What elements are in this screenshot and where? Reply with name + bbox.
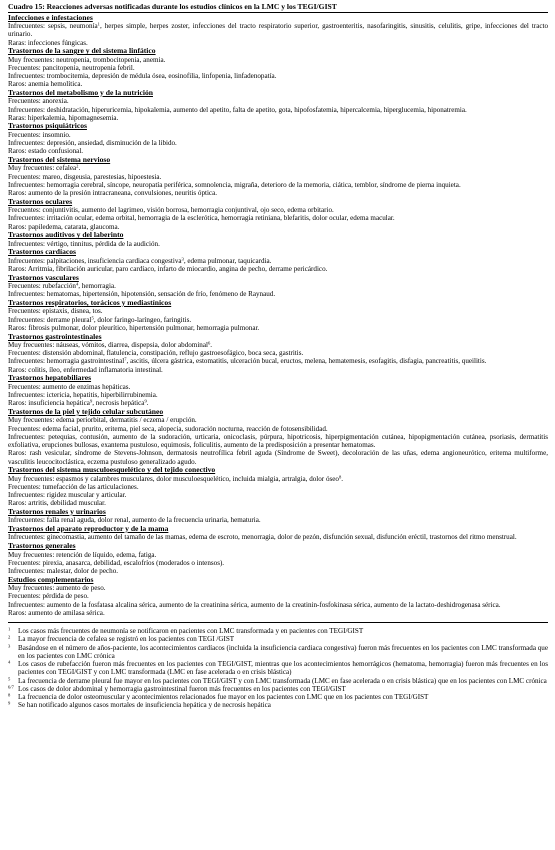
line-text: Infrecuentes: irritación ocular, edema orbital, hemorragia de la esclerótica, hemorragia retiniana, blefaritis, dolor ocular, edema macular. <box>8 214 395 223</box>
footnote-text: La frecuencia de derrame pleural fue mayor en los pacientes con TEGI/GIST y con LMC transformada (LMC en fase acelerada o en crisis blástica) que en los pacientes con LMC crónica <box>18 676 547 685</box>
footnote-text: Los casos de rubefacción fueron más frecuentes en los pacientes con TEGI/GIST, mientras que los acontecimientos hemorrágicos (hematoma, hemorragia) fueron más frecuentes en los pacientes con TEGI/GIST y con LMC transformada (LMC en fase acelerada o en crisis blástica) <box>18 660 548 677</box>
line-text: Muy frecuentes: aumento de peso. <box>8 584 106 593</box>
line-text-cont: , hemorragia. <box>78 282 116 291</box>
section-title: Trastornos del sistema musculoesquelético y del tejido conectivo <box>8 465 216 475</box>
line-text: Frecuentes: conjuntivitis, aumento del lagrimeo, visión borrosa, hemorragia conjuntival, ojo seco, edema orbitario. <box>8 206 334 215</box>
section-title: Trastornos vasculares <box>8 272 79 282</box>
line-text: Frecuentes: aumento de enzimas hepáticas. <box>8 382 131 391</box>
reaction-line <box>8 72 548 80</box>
line-text: Infrecuentes: derrame pleural <box>8 315 92 324</box>
reaction-line <box>8 341 548 349</box>
section-title: Trastornos gastrointestinales <box>8 331 102 341</box>
section-title: Trastornos del metabolismo y de la nutrición <box>8 87 153 97</box>
line-text: Infrecuentes: sepsis, neumonía <box>8 22 98 30</box>
section-title: Trastornos respiratorios, torácicos y mediastínicos <box>8 298 172 308</box>
reaction-line <box>8 131 548 139</box>
footnote-ref: 5 <box>91 315 94 321</box>
line-text: Raras: infecciones fúngicas. <box>8 38 88 47</box>
reaction-line <box>8 491 548 499</box>
reaction-line <box>8 56 548 64</box>
line-text: Frecuentes: mareo, disgeusia, parestesias, hipoestesia. <box>8 172 162 181</box>
line-text: Infrecuentes: hemorragia gastrointestinal <box>8 357 125 366</box>
footnote-text: Basándose en el número de años-paciente, los acontecimientos cardíacos (incluida la insuficiencia cardiaca congestiva) fueron más frecuentes en los pacientes con LMC transformada que en los pacientes con LMC crónica <box>18 643 548 660</box>
line-text: Muy frecuentes: cefalea <box>8 164 77 173</box>
footnote <box>8 693 548 701</box>
footnote <box>8 677 548 685</box>
line-text: Infrecuentes: palpitaciones, insuficiencia cardiaca congestiva <box>8 256 182 265</box>
reaction-line <box>8 324 548 332</box>
footnote-text: Los casos de dolor abdominal y hemorragia gastrointestinal fueron más frecuentes en los pacientes con TEGI/GIST <box>18 684 346 693</box>
line-text: Muy frecuentes: espasmos y calambres musculares, dolor musculoesquelético, incluida mialgia, artralgia, dolor óseo <box>8 474 339 483</box>
line-text: Frecuentes: insomnio. <box>8 130 71 139</box>
footnote-text: Se han notificado algunos casos mortales de insuficiencia hepática y de necrosis hepática <box>18 701 271 710</box>
reaction-line <box>8 601 548 609</box>
footnote <box>8 627 548 635</box>
footnote <box>8 635 548 643</box>
footnote-ref: 2 <box>76 163 79 169</box>
footnote <box>8 660 548 677</box>
reaction-line <box>8 181 548 189</box>
reaction-line <box>8 483 548 491</box>
footnote-separator <box>8 622 548 623</box>
line-text-cont: , dolor faringo-laríngeo, faringitis. <box>93 315 192 324</box>
section-title: Estudios complementarios <box>8 574 94 584</box>
reaction-line <box>8 164 548 172</box>
section-title: Trastornos cardíacos <box>8 247 76 257</box>
footnote-number: 6/7 <box>8 684 14 690</box>
footnote <box>8 701 548 709</box>
line-text: Infrecuentes: hematomas, hipertensión, hipotensión, sensación de frío, fenómeno de Raynaud. <box>8 290 276 299</box>
line-text: Raros: aumento de la presión intracraneana, convulsiones, neuritis óptica. <box>8 189 218 198</box>
section-title: Trastornos auditivos y del laberinto <box>8 230 124 240</box>
footnote-mark <box>8 660 18 677</box>
section-title: Trastornos de la sangre y del sistema linfático <box>8 46 156 56</box>
line-text: Frecuentes: rubefacción <box>8 282 76 291</box>
reaction-line <box>8 265 548 273</box>
reaction-line <box>8 383 548 391</box>
section-title: Trastornos oculares <box>8 196 73 206</box>
footnote-number: 4 <box>8 659 11 665</box>
line-text: Raros: anemia hemolítica. <box>8 80 83 89</box>
line-text: Raros: aumento de amilasa sérica. <box>8 608 105 617</box>
line-text-cont: . <box>146 399 149 408</box>
footnote-number: 2 <box>8 634 11 640</box>
reaction-line <box>8 425 548 433</box>
footnote-number: 1 <box>8 626 11 632</box>
line-text: Raros: papiledema, catarata, glaucoma. <box>8 222 120 231</box>
footnote <box>8 685 548 693</box>
reaction-line <box>8 206 548 214</box>
line-text: Frecuentes: edema facial, prurito, eritema, piel seca, alopecia, sudoración nocturna, reacción de fotosensibilidad. <box>8 424 328 433</box>
footnote-ref: 9 <box>144 398 147 404</box>
reaction-line <box>8 257 548 265</box>
footnote-text: La mayor frecuencia de cefalea se registró en los pacientes con TEGI /GIST <box>18 635 235 644</box>
reaction-line <box>8 282 548 290</box>
footnote-ref: 8 <box>338 474 342 480</box>
reaction-line <box>8 584 548 592</box>
line-text: Infrecuentes: ictericia, hepatitis, hiperbilirrubinemia. <box>8 391 158 400</box>
line-text-cont: , ascitis, úlcera gástrica, estomatitis, ulceración bucal, eructos, melena, hematemesis, esofagitis, disfagia, pancreatitis, queilitis. <box>126 357 487 366</box>
footnote-number: 9 <box>8 700 11 706</box>
line-text: Infrecuentes: petequias, contusión, aumento de la sudoración, urticaria, onicoclasis, púrpura, hipotricosis, hiperpigmentación cutánea, hipopigmentación cutánea, psoriasis, dermatitis exfoliativa, erupciones bullosas, exantema pustuloso, equimosis, foliculitis, aumento de la predisposición a presentar hematomas. <box>8 432 548 450</box>
footnote-ref: 9 <box>89 398 93 404</box>
footnotes-list <box>8 627 548 710</box>
line-text-cont: , necrosis hepática <box>92 399 145 408</box>
reaction-line <box>8 533 548 541</box>
footnote-ref: 7 <box>124 356 127 362</box>
footnote-ref: 4 <box>75 281 79 287</box>
section-title: Trastornos renales y urinarios <box>8 507 106 516</box>
line-text: Frecuentes: pancitopenia, neutropenia febril. <box>8 63 135 72</box>
line-text: Muy frecuentes: edema periorbital, dermatitis / eczema / erupción. <box>8 416 197 425</box>
reaction-line <box>8 609 548 617</box>
line-text: Raros: artritis, debilidad muscular. <box>8 499 106 508</box>
line-text: Raros: estado confusional. <box>8 147 84 156</box>
line-text: Infrecuentes: rigidez muscular y articular. <box>8 491 127 500</box>
line-text: Frecuentes: pirexia, anasarca, debilidad, escalofríos (moderados o intensos). <box>8 558 225 567</box>
line-text: Muy frecuentes: náuseas, vómitos, diarrea, dispepsia, dolor abdominal <box>8 340 208 349</box>
line-text: Infrecuentes: trombocitemia, depresión de médula ósea, eosinofilia, linfopenia, linfadenopatía. <box>8 72 277 81</box>
table-title: Cuadro 15: Reacciones adversas notificadas durante los estudios clínicos en la LMC y los TEGI/GIST <box>8 2 337 11</box>
line-text: Frecuentes: pérdida de peso. <box>8 592 89 601</box>
line-text: Infrecuentes: depresión, ansiedad, disminución de la libido. <box>8 139 177 148</box>
line-text-cont: , edema pulmonar, taquicardia. <box>183 256 272 265</box>
reaction-line <box>8 139 548 147</box>
section-title: Trastornos de la piel y tejido celular subcutáneo <box>8 406 164 416</box>
reaction-line <box>8 449 548 466</box>
reaction-line <box>8 114 548 122</box>
line-text: Raras: hiperkalemia, hipomagnesemia. <box>8 113 119 122</box>
section-title: Trastornos del sistema nervioso <box>8 155 111 165</box>
line-text: Raros: rash vesicular, síndrome de Stevens-Johnson, dermatosis neutrofílica febril aguda (Síndrome de Sweet), decoloración de las uñas, edema angioneurótico, eritema multiforme, vasculitis leucocitoclástica, eczema pustuloso generalizado agudo. <box>8 449 548 466</box>
reaction-line <box>8 22 548 39</box>
line-text: Muy frecuentes: neutropenia, trombocitopenia, anemia. <box>8 55 166 64</box>
footnote-text: La frecuencia de dolor osteomuscular y acontecimientos relacionados fue mayor en los pacientes con LMC que en los pacientes con TEGI/GIST <box>18 693 429 702</box>
adverse-reaction-sections <box>8 14 548 617</box>
footnote-ref: 1 <box>97 21 100 27</box>
reaction-line <box>8 592 548 600</box>
section-title: Infecciones e infestaciones <box>8 12 93 22</box>
reaction-line <box>8 214 548 222</box>
line-text: Muy frecuentes: retención de líquido, edema, fatiga. <box>8 550 157 559</box>
line-text: Raros: colitis, íleo, enfermedad inflamatoria intestinal. <box>8 365 163 374</box>
footnote-text: Los casos más frecuentes de neumonía se notificaron en pacientes con LMC transformada y en pacientes con TEGI/GIST <box>18 627 364 636</box>
reaction-line <box>8 567 548 575</box>
reaction-line <box>8 307 548 315</box>
footnote <box>8 644 548 661</box>
line-text: Infrecuentes: hemorragia cerebral, síncope, neuropatía periférica, somnolencia, migraña, deterioro de la memoria, ciática, temblor, síndrome de pierna inquieta. <box>8 180 461 189</box>
line-text-cont: . <box>341 474 344 483</box>
reaction-line <box>8 97 548 105</box>
line-text: Infrecuentes: vértigo, tinnitus, pérdida de la audición. <box>8 239 160 248</box>
section-title: Trastornos hepatobiliares <box>8 373 92 383</box>
footnote-mark <box>8 701 18 709</box>
footnote-number: 8 <box>8 692 11 698</box>
section-title: Trastornos generales <box>8 541 76 551</box>
footnote-ref: 3 <box>181 256 184 262</box>
section-title: Trastornos del aparato reproductor y de la mama <box>8 524 169 534</box>
line-text-cont: , herpes simple, herpes zoster, infecciones del tracto respiratorio superior, gastroenteritis, nasofaringitis, sinusitis, celulitis, gripe, infecciones del tracto urinario. <box>8 22 549 39</box>
reaction-line <box>8 551 548 559</box>
reaction-line <box>8 173 548 181</box>
reaction-line <box>8 416 548 424</box>
line-text: Raros: Arritmia, fibrilación auricular, paro cardíaco, infarto de miocardio, angina de pecho, derrame pericárdico. <box>8 265 328 274</box>
reaction-line <box>8 189 548 197</box>
reaction-line <box>8 106 548 114</box>
line-text: Frecuentes: epistaxis, disnea, tos. <box>8 307 103 316</box>
reaction-line <box>8 559 548 567</box>
line-text: Infrecuentes: deshidratación, hiperuricemia, hipokalemia, aumento del apetito, falta de apetito, gota, hipofosfatemia, hipercalcemia, hiperglucemia, hiponatremia. <box>8 105 467 114</box>
line-text: Frecuentes: tumefacción de las articulaciones. <box>8 482 139 491</box>
reaction-line <box>8 316 548 324</box>
line-text: Infrecuentes: aumento de la fosfatasa alcalina sérica, aumento de la creatinina sérica, aumento de la creatinin-fosfokinasa sérica, aumento de la lactato-deshidrogenasa sérica. <box>8 600 501 609</box>
line-text-cont: . <box>210 340 213 349</box>
reaction-line <box>8 240 548 248</box>
footnote-ref: 6 <box>207 340 211 346</box>
reaction-line <box>8 475 548 483</box>
footnote-number: 3 <box>8 642 11 648</box>
document-page <box>8 3 548 710</box>
section-title: Trastornos psiquiátricos <box>8 121 87 131</box>
line-text: Infrecuentes: malestar, dolor de pecho. <box>8 567 119 575</box>
line-text-cont: . <box>78 164 81 173</box>
line-text: Frecuentes: distensión abdominal, flatulencia, constipación, reflujo gastroesofágico, boca seca, gastritis. <box>8 349 304 358</box>
reaction-line <box>8 64 548 72</box>
footnote-number: 5 <box>8 675 11 681</box>
line-text: Raros: insuficiencia hepática <box>8 399 90 408</box>
line-text: Infrecuentes: ginecomastia, aumento del tamaño de las mamas, edema de escroto, menorragia, dolor de pezón, disfunción sexual, disfunción eréctil, trastornos del ritmo menstrual. <box>8 533 517 542</box>
footnote-mark <box>8 644 18 661</box>
line-text: Infrecuentes: falla renal aguda, dolor renal, aumento de la frecuencia urinaria, hematuria. <box>8 516 261 525</box>
line-text: Raros: fibrosis pulmonar, dolor pleurítico, hipertensión pulmonar, hemorragia pulmonar. <box>8 323 260 332</box>
reaction-line <box>8 357 548 365</box>
line-text: Frecuentes: anorexia. <box>8 97 69 106</box>
reaction-line <box>8 433 548 450</box>
